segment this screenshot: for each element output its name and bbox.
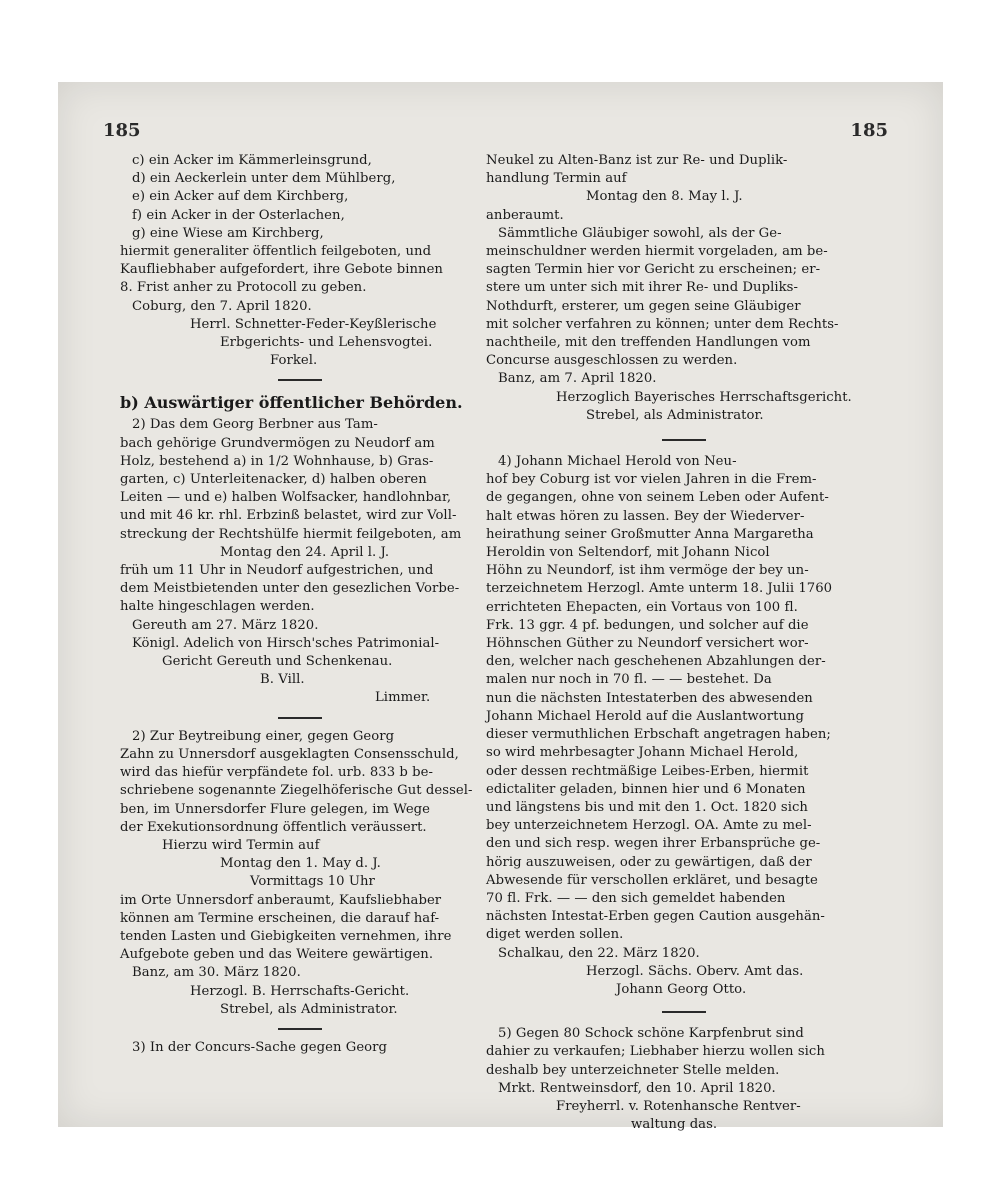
place-date: Mrkt. Rentweinsdorf, den 10. April 1820. [498, 1080, 776, 1096]
signature-line: Strebel, als Administrator. [586, 407, 764, 423]
text-line: Nothdurft, ersterer, um gegen seine Gläubiger [486, 298, 801, 314]
signature-line: Erbgerichts- und Lehensvogtei. [220, 335, 433, 351]
signature-name: Forkel. [270, 353, 318, 369]
text-line: den, welcher nach geschehenen Abzahlungen der- [486, 654, 826, 670]
text-line: malen nur noch in 70 fl. — — bestehet. Da [486, 672, 772, 688]
text-line: anberaumt. [486, 207, 564, 223]
text-line: Aufgebote geben und das Weitere gewärtigen. [120, 947, 434, 963]
text-line: errichteten Ehepacten, ein Vortaus von 100 fl. [486, 599, 798, 615]
text-line: nachtheile, mit den treffenden Handlungen vom [486, 335, 811, 351]
text-line: heirathung seiner Großmutter Anna Margaretha [486, 526, 814, 542]
text-line: Heroldin von Seltendorf, mit Johann Nicol [486, 545, 770, 561]
text-line: streckung der Rechtshülfe hiermit feilgeboten, am [120, 526, 462, 542]
text-line: stere um unter sich mit ihrer Re- und Dupliks- [486, 280, 798, 296]
text-line: 8. Frist anher zu Protocoll zu geben. [120, 280, 367, 296]
text-line: Abwesende für verschollen erkläret, und besagte [486, 872, 818, 888]
place-date: Coburg, den 7. April 1820. [132, 298, 312, 314]
text-line: mit solcher verfahren zu können; unter dem Rechts- [486, 316, 839, 332]
text-line: Hierzu wird Termin auf [162, 837, 320, 853]
text-line: Neukel zu Alten-Banz ist zur Re- und Duplik- [486, 153, 788, 168]
text-line: oder dessen rechtmäßige Leibes-Erben, hiermit [486, 763, 809, 779]
text-line: handlung Termin auf [486, 171, 627, 187]
text-line: meinschuldner werden hiermit vorgeladen, am be- [486, 244, 828, 260]
date-line: Montag den 1. May d. J. [220, 856, 381, 872]
text-line: bach gehörige Grundvermögen zu Neudorf am [120, 435, 435, 451]
text-line: nächsten Intestat-Erben gegen Caution ausgehän- [486, 909, 825, 925]
text-line: deshalb bey unterzeichneter Stelle melden. [486, 1062, 780, 1078]
text-line: im Orte Unnersdorf anberaumt, Kaufsliebhaber [120, 892, 442, 908]
section-divider [278, 1028, 322, 1030]
place-date: Schalkau, den 22. März 1820. [498, 945, 700, 961]
text-line: de gegangen, ohne von seinem Leben oder Aufent- [486, 490, 829, 506]
place-date: Gereuth am 27. März 1820. [132, 617, 319, 633]
date-line: Montag den 24. April l. J. [220, 544, 390, 560]
text-line: Concurse ausgeschlossen zu werden. [486, 353, 738, 369]
text-line: halte hingeschlagen werden. [120, 599, 315, 615]
section-divider [278, 379, 322, 381]
text-line: hiermit generaliter öffentlich feilgeboten, und [120, 244, 432, 260]
list-item: c) ein Acker im Kämmerleinsgrund, [132, 153, 372, 168]
section-divider [662, 1011, 706, 1013]
text-line: können am Termine erscheinen, die darauf haf- [120, 910, 440, 926]
text-line: Johann Michael Herold auf die Auslantwortung [486, 708, 805, 724]
text-line: Holz, bestehend a) in 1/2 Wohnhause, b) Gras- [120, 453, 434, 469]
list-item: e) ein Acker auf dem Kirchberg, [132, 189, 349, 205]
signature-line: Herzoglich Bayerisches Herrschaftsgericht. [556, 389, 852, 405]
text-line: ben, im Unnersdorfer Flure gelegen, im Wege [120, 801, 431, 817]
section-divider [278, 717, 322, 719]
signature-line: waltung das. [631, 1117, 718, 1133]
text-line: 2) Das dem Georg Berbner aus Tam- [132, 417, 378, 433]
text-line: den und sich resp. wegen ihrer Erbansprüche ge- [486, 836, 821, 852]
text-line: garten, c) Unterleitenacker, d) halben oberen [120, 472, 427, 488]
right-column [486, 152, 881, 1134]
list-item: d) ein Aeckerlein unter dem Mühlberg, [132, 171, 396, 187]
text-line: diget werden sollen. [486, 927, 624, 943]
place-date: Banz, am 7. April 1820. [498, 371, 657, 387]
text-line: dahier zu verkaufen; Liebhaber hierzu wollen sich [486, 1044, 825, 1060]
text-line: terzeichnetem Herzogl. Amte unterm 18. Julii 1760 [486, 581, 833, 597]
signature-line: Königl. Adelich von Hirsch'sches Patrimonial- [132, 635, 440, 651]
text-line: Zahn zu Unnersdorf ausgeklagten Consensschuld, [120, 746, 459, 762]
text-line: 70 fl. Frk. — — den sich gemeldet habenden [486, 890, 786, 906]
signature-line: Gericht Gereuth und Schenkenau. [162, 654, 393, 670]
signature-line: Freyherrl. v. Rotenhansche Rentver- [556, 1098, 801, 1114]
page-number-right: 185 [850, 120, 888, 141]
text-line: und längstens bis und mit den 1. Oct. 1820 sich [486, 799, 808, 815]
text-line: bey unterzeichnetem Herzogl. OA. Amte zu mel- [486, 818, 812, 834]
signature-line: Herzogl. Sächs. Oberv. Amt das. [586, 963, 804, 979]
text-line: 5) Gegen 80 Schock schöne Karpfenbrut sind [498, 1026, 804, 1042]
place-date: Banz, am 30. März 1820. [132, 965, 301, 981]
text-line: Kaufliebhaber aufgefordert, ihre Gebote binnen [120, 262, 443, 278]
signature-line: Strebel, als Administrator. [220, 1001, 398, 1017]
text-line: edictaliter geladen, binnen hier und 6 Monaten [486, 781, 806, 797]
text-line: der Exekutionsordnung öffentlich veräussert. [120, 819, 427, 835]
text-line: hof bey Coburg ist vor vielen Jahren in die Frem- [486, 472, 817, 488]
text-line: nun die nächsten Intestaterben des abwesenden [486, 690, 813, 706]
text-line: schriebene sogenannte Ziegelhöferische Gut dessel- [120, 783, 473, 799]
time-line: Vormittags 10 Uhr [250, 874, 375, 890]
text-line: Leiten — und e) halben Wolfsacker, handlohnbar, [120, 490, 452, 506]
page-number-left: 185 [103, 120, 141, 141]
signature-name: Limmer. [375, 690, 431, 706]
list-item: f) ein Acker in der Osterlachen, [132, 207, 345, 223]
list-item: g) eine Wiese am Kirchberg, [132, 225, 324, 241]
signature-name: B. Vill. [260, 672, 305, 688]
text-line: und mit 46 kr. rhl. Erbzinß belastet, wird zur Voll- [120, 508, 457, 524]
text-line: früh um 11 Uhr in Neudorf aufgestrichen, und [120, 563, 434, 579]
section-divider [662, 439, 706, 441]
signature-line: Herrl. Schnetter-Feder-Keyßlerische [190, 316, 437, 332]
text-line: hörig auszuweisen, oder zu gewärtigen, daß der [486, 854, 812, 870]
text-line: tenden Lasten und Giebigkeiten vernehmen, ihre [120, 928, 452, 944]
text-line: dem Meistbietenden unter den gesezlichen Vorbe- [120, 581, 460, 597]
text-line: 2) Zur Beytreibung einer, gegen Georg [132, 728, 395, 744]
text-line: 3) In der Concurs-Sache gegen Georg [132, 1039, 388, 1055]
signature-line: Johann Georg Otto. [616, 981, 747, 997]
left-column [120, 152, 480, 1057]
text-line: Höhnschen Güther zu Neundorf versichert wor- [486, 636, 809, 652]
text-line: sagten Termin hier vor Gericht zu erscheinen; er- [486, 262, 821, 278]
newspaper-page [58, 82, 943, 1133]
text-line: so wird mehrbesagter Johann Michael Herold, [486, 745, 799, 761]
text-line: Frk. 13 ggr. 4 pf. bedungen, und solcher auf die [486, 617, 809, 633]
signature-line: Herzogl. B. Herrschafts-Gericht. [190, 983, 410, 999]
text-line: 4) Johann Michael Herold von Neu- [498, 454, 737, 470]
text-line: Sämmtliche Gläubiger sowohl, als der Ge- [498, 225, 782, 241]
text-line: halt etwas hören zu lassen. Bey der Wiederver- [486, 508, 805, 524]
text-line: Höhn zu Neundorf, ist ihm vermöge der bey un- [486, 563, 809, 579]
section-heading: b) Auswärtiger öffentlicher Behörden. [120, 393, 463, 413]
text-line: wird das hiefür verpfändete fol. urb. 833 b be- [120, 765, 433, 781]
date-line: Montag den 8. May l. J. [586, 189, 743, 205]
text-line: dieser vermuthlichen Erbschaft angetragen haben; [486, 727, 831, 743]
